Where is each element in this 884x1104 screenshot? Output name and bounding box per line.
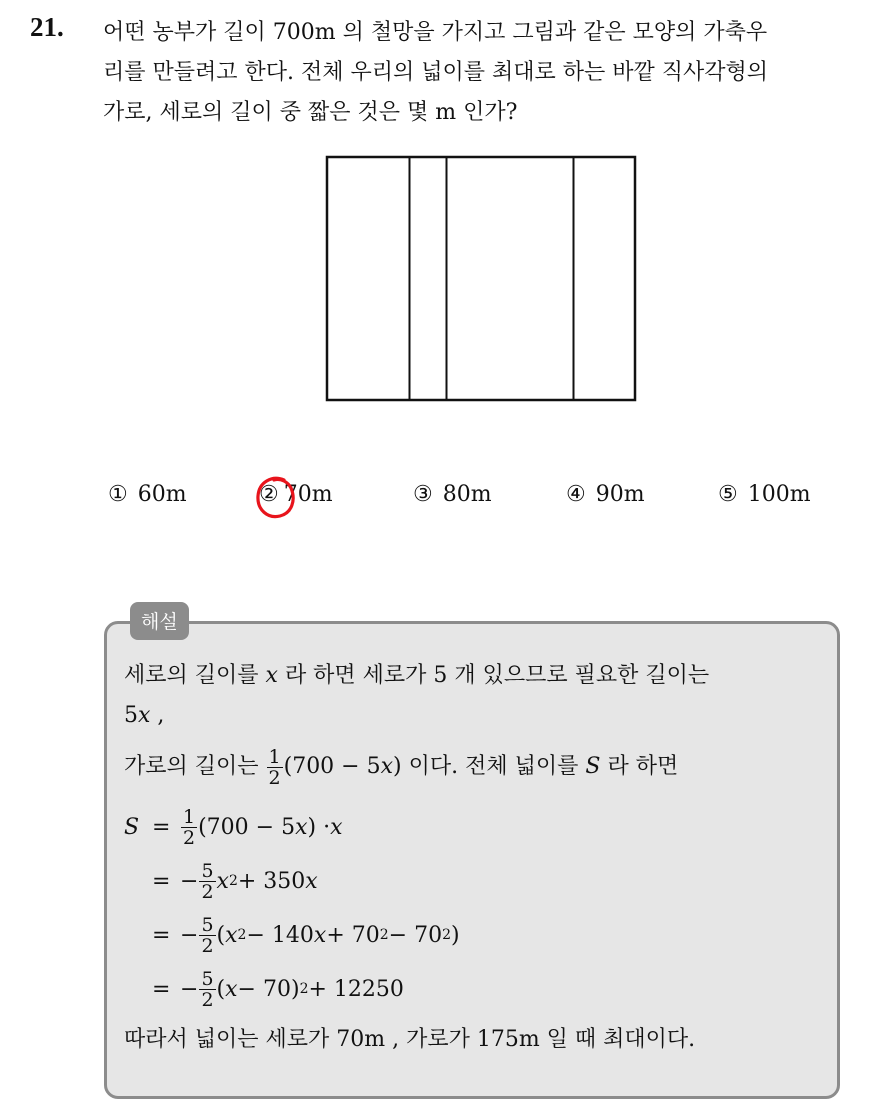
fraction — [199, 915, 215, 956]
choice-4-number: ④ — [566, 482, 586, 507]
solution-line-2 — [124, 696, 834, 736]
expression: (700 − 5 — [198, 814, 296, 840]
equation-row-4 — [124, 962, 834, 1016]
solution-label: 해설 — [130, 602, 189, 640]
equation-lhs: S — [124, 814, 140, 840]
variable-s: S — [585, 754, 601, 779]
fraction — [181, 807, 197, 848]
equals-sign: = — [152, 922, 171, 948]
choice-3[interactable] — [413, 482, 492, 507]
equals-sign: = — [152, 814, 171, 840]
fraction-half — [267, 747, 283, 788]
minus-sign: − — [180, 922, 199, 948]
expression: − 70 — [388, 922, 443, 948]
denominator: 2 — [201, 934, 214, 957]
variable-x: x — [225, 976, 238, 1002]
question-number: 21. — [30, 12, 64, 42]
minus-sign: − — [180, 868, 199, 894]
question-text — [103, 13, 863, 133]
variable-x: x — [216, 868, 229, 894]
equation-row-2 — [124, 854, 834, 908]
expression: ( — [216, 922, 226, 948]
choice-5[interactable] — [718, 482, 811, 507]
choice-1-text: 60m — [137, 482, 187, 507]
numerator: 1 — [183, 805, 196, 828]
numerator: 5 — [201, 859, 214, 882]
expression: ( — [216, 976, 226, 1002]
answer-choices — [108, 482, 848, 522]
expression: ) — [451, 922, 460, 948]
solution-conclusion: 따라서 넓이는 세로가 70m , 가로가 175m 일 때 최대이다. — [124, 1027, 696, 1052]
fence-figure — [325, 155, 639, 403]
expression: + 70 — [326, 922, 380, 948]
expression: + 12250 — [308, 976, 404, 1002]
denominator: 2 — [201, 880, 214, 903]
exponent: 2 — [442, 927, 451, 943]
equation-block — [124, 800, 834, 1016]
denominator: 2 — [201, 988, 214, 1011]
equation-row-3 — [124, 908, 834, 962]
expression: − 140 — [246, 922, 314, 948]
choice-5-text: 100m — [747, 482, 811, 507]
question-line-3: 가로, 세로의 길이 중 짧은 것은 몇 m 인가? — [103, 100, 518, 125]
exponent: 2 — [237, 927, 247, 943]
choice-3-text: 80m — [442, 482, 492, 507]
denominator: 2 — [268, 766, 281, 789]
solution-text: 세로의 길이를 — [124, 663, 259, 688]
fraction — [199, 861, 215, 902]
solution-text: 라 하면 세로가 5 개 있으므로 필요한 길이는 — [284, 663, 710, 688]
fraction — [199, 969, 215, 1010]
exponent: 2 — [299, 981, 309, 997]
expression: ) · — [307, 814, 331, 840]
variable-x: x — [265, 663, 278, 688]
solution-line-1 — [124, 656, 834, 696]
variable-x: x — [305, 868, 318, 894]
variable-x: x — [380, 754, 394, 779]
expression: + 350 — [237, 868, 306, 894]
variable-x: x — [295, 814, 308, 840]
choice-4[interactable] — [566, 482, 645, 507]
variable-x: x — [313, 922, 327, 948]
outer-rectangle — [327, 157, 635, 400]
choice-4-text: 90m — [595, 482, 645, 507]
exponent: 2 — [228, 873, 238, 889]
choice-1[interactable] — [108, 482, 187, 507]
numerator: 5 — [201, 967, 214, 990]
variable-x: x — [138, 703, 151, 728]
expression: (700 − 5 — [283, 754, 381, 779]
choice-1-number: ① — [108, 482, 128, 507]
expression: − 70) — [237, 976, 300, 1002]
answer-circle-mark — [254, 474, 298, 522]
variable-x: x — [330, 814, 343, 840]
exponent: 2 — [379, 927, 389, 943]
punctuation: , — [150, 703, 165, 728]
numerator: 5 — [201, 913, 214, 936]
variable-x: x — [225, 922, 238, 948]
solution-line-3 — [124, 740, 834, 794]
expression: ) — [393, 754, 402, 779]
equals-sign: = — [152, 868, 171, 894]
minus-sign: − — [180, 976, 199, 1002]
numerator: 1 — [268, 745, 281, 768]
question-line-2: 리를 만들려고 한다. 전체 우리의 넓이를 최대로 하는 바깥 직사각형의 — [103, 60, 768, 85]
choice-2-number: ② — [259, 482, 279, 507]
denominator: 2 — [183, 826, 196, 849]
question-line-1: 어떤 농부가 길이 700m 의 철망을 가지고 그림과 같은 모양의 가축우 — [103, 20, 768, 45]
solution-text: 라 하면 — [607, 754, 679, 779]
solution-text: 이다. 전체 넓이를 — [408, 754, 579, 779]
choice-2-text: 70m — [283, 482, 333, 507]
coefficient: 5 — [124, 703, 138, 728]
choice-5-number: ⑤ — [718, 482, 738, 507]
choice-3-number: ③ — [413, 482, 433, 507]
solution-content — [124, 656, 834, 1060]
solution-text: 가로의 길이는 — [124, 754, 259, 779]
equation-row-1 — [124, 800, 834, 854]
equals-sign: = — [152, 976, 171, 1002]
